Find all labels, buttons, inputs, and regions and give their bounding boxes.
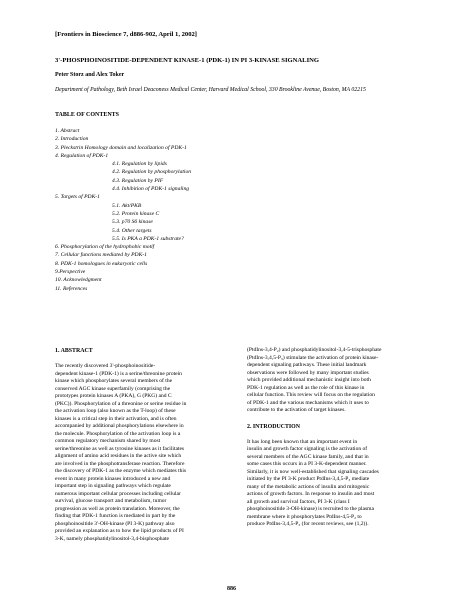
abstract-heading: 1. ABSTRACT bbox=[55, 348, 93, 354]
toc-item: 3. Pleckstrin Homology domain and localization of PDK-1 bbox=[55, 144, 187, 151]
toc-item: 11. References bbox=[55, 285, 88, 292]
right-column bbox=[247, 347, 427, 537]
page-number: 886 bbox=[227, 586, 236, 592]
toc-item: 5.2. Protein kinase C bbox=[112, 210, 160, 217]
toc-item: 5.4. Other targets bbox=[112, 227, 152, 234]
article-title: 3'-PHOSPHOINOSITIDE-DEPENDENT KINASE-1 (PDK-1) IN PI 3-KINASE SIGNALING bbox=[55, 57, 320, 64]
toc-item: 4.4. Inhibition of PDK-1 signaling bbox=[112, 186, 190, 193]
abstract-text: The recently discovered 3'-phosphoinositide- dependent kinase-1 (PDK-1) is a serine/threonine protein kinase which phosphorylates several members of the conserved AGC kinase superfamily (comprising the prototypes protein kinases A (PKA), G (PKG) and C (PKC)). Phosphorylation of a threonine or serine residue in the activation loop (also known as the T-loop) of these kinases is a critical step in their activation, and is often accompanied by additional phosphorylations elsewhere in the molecule. Phosphorylation of the activation loop is a common regulatory mechanism shared by most serine/threonine as well as tyrosine kinases as it facilitates alignment of amino acid residues in the active site which are involved in the phosphotransferase reaction. Therefore the discovery of PDK-1 as the enzyme which mediates this event in many protein kinases introduced a new and important step in signaling pathways which regulate numerous important cellular processes including cellular survival, glucose transport and metabolism, tumor progression as well as protein translation. Moreover, the finding that PDK-1 function is mediated in part by the phosphoinositide 3'-OH-kinase (PI 3-K) pathway also provided an explanation as to how the lipid products of PI 3-K, namely phosphatidylinositol-3,4-bisphosphate bbox=[55, 363, 187, 542]
left-column bbox=[55, 347, 235, 551]
toc-item: 4.3. Regulation by PIF bbox=[112, 177, 164, 184]
toc-item: 9.Perspective bbox=[55, 269, 86, 276]
toc-item: 2. Introduction bbox=[55, 136, 89, 143]
introduction-heading: 2. INTRODUCTION bbox=[247, 423, 301, 430]
abstract-continuation: (PtdIns-3,4-P₂) and phosphatidylinositol-3,4-5-trisphosphate (PtdIns-3,4,5-P₃) stimulate the activation of protein kinase- dependent signaling pathways. These initial landmark observations were followed by many important studies which provided additional mechanistic insight into both PDK-1 regulation as well as the role of this kinase in cellular function. This review will focus on the regulation of PDK-1 and the various mechanisms which it uses to contribute to the activation of target kinases. bbox=[247, 347, 382, 413]
toc-item: 10. Acknowledgment bbox=[55, 277, 102, 284]
toc-item: 5.5. Is PKA a PDK-1 substrate? bbox=[112, 235, 184, 242]
toc-item: 5.3. p70 S6 kinase bbox=[112, 219, 153, 226]
toc-item: 4.2. Regulation by phosphorylation bbox=[112, 169, 192, 176]
toc-item: 5. Targets of PDK-1 bbox=[55, 194, 100, 201]
journal-citation: [Frontiers in Bioscience 7, d886-902, April 1, 2002] bbox=[55, 31, 198, 38]
toc-item: 7. Cellular functions mediated by PDK-1 bbox=[55, 252, 147, 259]
toc-item: 5.1. Akt/PKB bbox=[112, 202, 142, 209]
author-affiliation: Department of Pathology, Beth Israel Deaconess Medical Center, Harvard Medical School, 330 Brookline Avenue, Boston, MA 02215 bbox=[55, 87, 366, 93]
toc-item: 1. Abstract bbox=[55, 128, 80, 134]
toc-item: 4.1. Regulation by lipids bbox=[112, 161, 167, 168]
article-authors: Peter Storz and Alex Toker bbox=[55, 72, 125, 78]
toc-item: 6. Phosphorylation of the hydrophobic motif bbox=[55, 244, 155, 251]
toc-heading: TABLE OF CONTENTS bbox=[55, 112, 120, 118]
table-of-contents bbox=[55, 127, 295, 293]
toc-item: 4. Regulation of PDK-1 bbox=[55, 152, 109, 159]
toc-item: 8. PDK-1 homologues in eukaryotic cells bbox=[55, 260, 148, 267]
introduction-text: It has long been known that an important event in insulin and growth factor signaling is the activation of several members of the AGC kinase family, and that in some cases this occurs in a PI 3-K-dependent manner. Similarly, it is now well-established that signaling cascades initiated by the PI 3-K product PtdIns-3,4,5-P₃ mediate many of the metabolic actions of insulin and mitogenic actions of growth factors. In response to insulin and most all growth and survival factors, PI 3-K (class I phosphoinositide 3-OH-kinase) is recruited to the plasma membrane where it phosphorylates PtdIns-4,5-P₂ to produce PtdIns-3,4,5-P₃ (for recent reviews, see (1,2)). bbox=[247, 438, 379, 527]
